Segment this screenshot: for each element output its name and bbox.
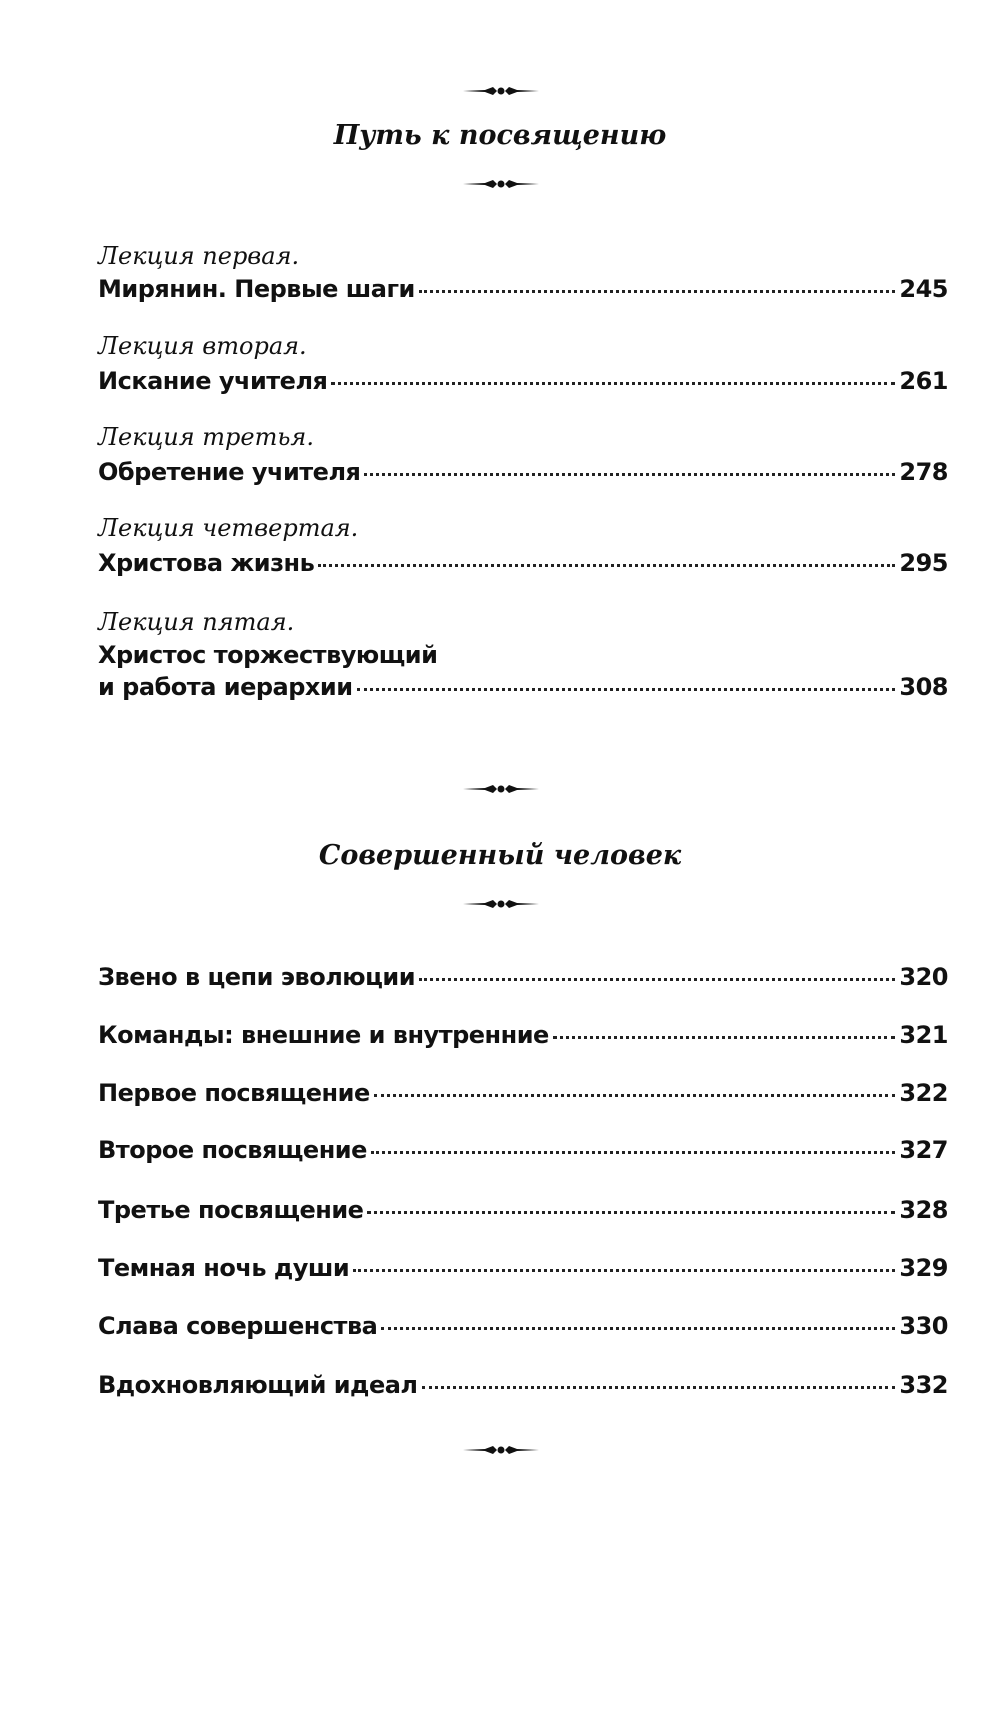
toc-entry[interactable] [98, 275, 948, 303]
toc-entry[interactable] [98, 1079, 948, 1107]
toc-entry[interactable] [98, 367, 948, 395]
lecture-label: Лекция вторая. [98, 332, 307, 360]
ornament-divider [463, 898, 539, 910]
toc-entry-page: 295 [899, 549, 948, 577]
toc-entry-page: 245 [899, 275, 948, 303]
leader-dots [367, 1211, 895, 1214]
toc-entry-title: Первое посвящение [98, 1079, 370, 1107]
toc-entry[interactable] [98, 1312, 948, 1340]
toc-entry-title: Обретение учителя [98, 458, 361, 486]
toc-entry-title-line: Христос торжествующий [98, 641, 438, 669]
section-title: Совершенный человек [318, 840, 682, 871]
toc-entry-title: Искание учителя [98, 367, 328, 395]
leader-dots [318, 564, 895, 567]
leader-dots [419, 290, 896, 293]
leader-dots [419, 978, 895, 981]
lecture-label: Лекция третья. [98, 423, 314, 451]
toc-entry-title: Команды: внешние и внутренние [98, 1021, 549, 1049]
leader-dots [374, 1094, 896, 1097]
leader-dots [422, 1386, 896, 1389]
toc-entry[interactable] [98, 1371, 948, 1399]
toc-entry-title: Звено в цепи эволюции [98, 963, 416, 991]
leader-dots [371, 1151, 896, 1154]
section-title: Путь к посвящению [333, 120, 667, 151]
toc-entry-title: Вдохновляющий идеал [98, 1371, 418, 1399]
lecture-label: Лекция четвертая. [98, 514, 359, 542]
toc-entry-title: Слава совершенства [98, 1312, 378, 1340]
toc-entry[interactable] [98, 1136, 948, 1164]
toc-entry-page: 330 [899, 1312, 948, 1340]
leader-dots [357, 688, 896, 691]
toc-entry-title: Мирянин. Первые шаги [98, 275, 415, 303]
toc-entry-title: Темная ночь души [98, 1254, 350, 1282]
leader-dots [364, 473, 895, 476]
toc-entry-title: Христова жизнь [98, 549, 315, 577]
leader-dots [331, 382, 895, 385]
toc-entry[interactable] [98, 549, 948, 577]
toc-entry[interactable] [98, 1254, 948, 1282]
toc-entry-page: 328 [899, 1196, 948, 1224]
toc-entry[interactable] [98, 673, 948, 701]
toc-entry-page: 278 [899, 458, 948, 486]
lecture-label: Лекция первая. [98, 242, 300, 270]
toc-entry[interactable] [98, 1021, 948, 1049]
ornament-divider [463, 178, 539, 190]
toc-entry-title: Третье посвящение [98, 1196, 364, 1224]
toc-entry-page: 332 [899, 1371, 948, 1399]
leader-dots [353, 1269, 895, 1272]
ornament-divider [463, 1444, 539, 1456]
toc-entry-page: 321 [899, 1021, 948, 1049]
toc-entry[interactable] [98, 1196, 948, 1224]
toc-entry-title: Второе посвящение [98, 1136, 367, 1164]
toc-entry-page: 322 [899, 1079, 948, 1107]
ornament-divider [463, 85, 539, 97]
lecture-label: Лекция пятая. [98, 608, 295, 636]
toc-entry-page: 327 [899, 1136, 948, 1164]
toc-entry-page: 308 [899, 673, 948, 701]
toc-entry-page: 261 [899, 367, 948, 395]
toc-entry-page: 329 [899, 1254, 948, 1282]
toc-entry-page: 320 [899, 963, 948, 991]
ornament-divider [463, 783, 539, 795]
toc-entry-title: и работа иерархии [98, 673, 353, 701]
leader-dots [381, 1327, 895, 1330]
toc-entry[interactable] [98, 963, 948, 991]
leader-dots [553, 1036, 896, 1039]
toc-entry[interactable] [98, 458, 948, 486]
